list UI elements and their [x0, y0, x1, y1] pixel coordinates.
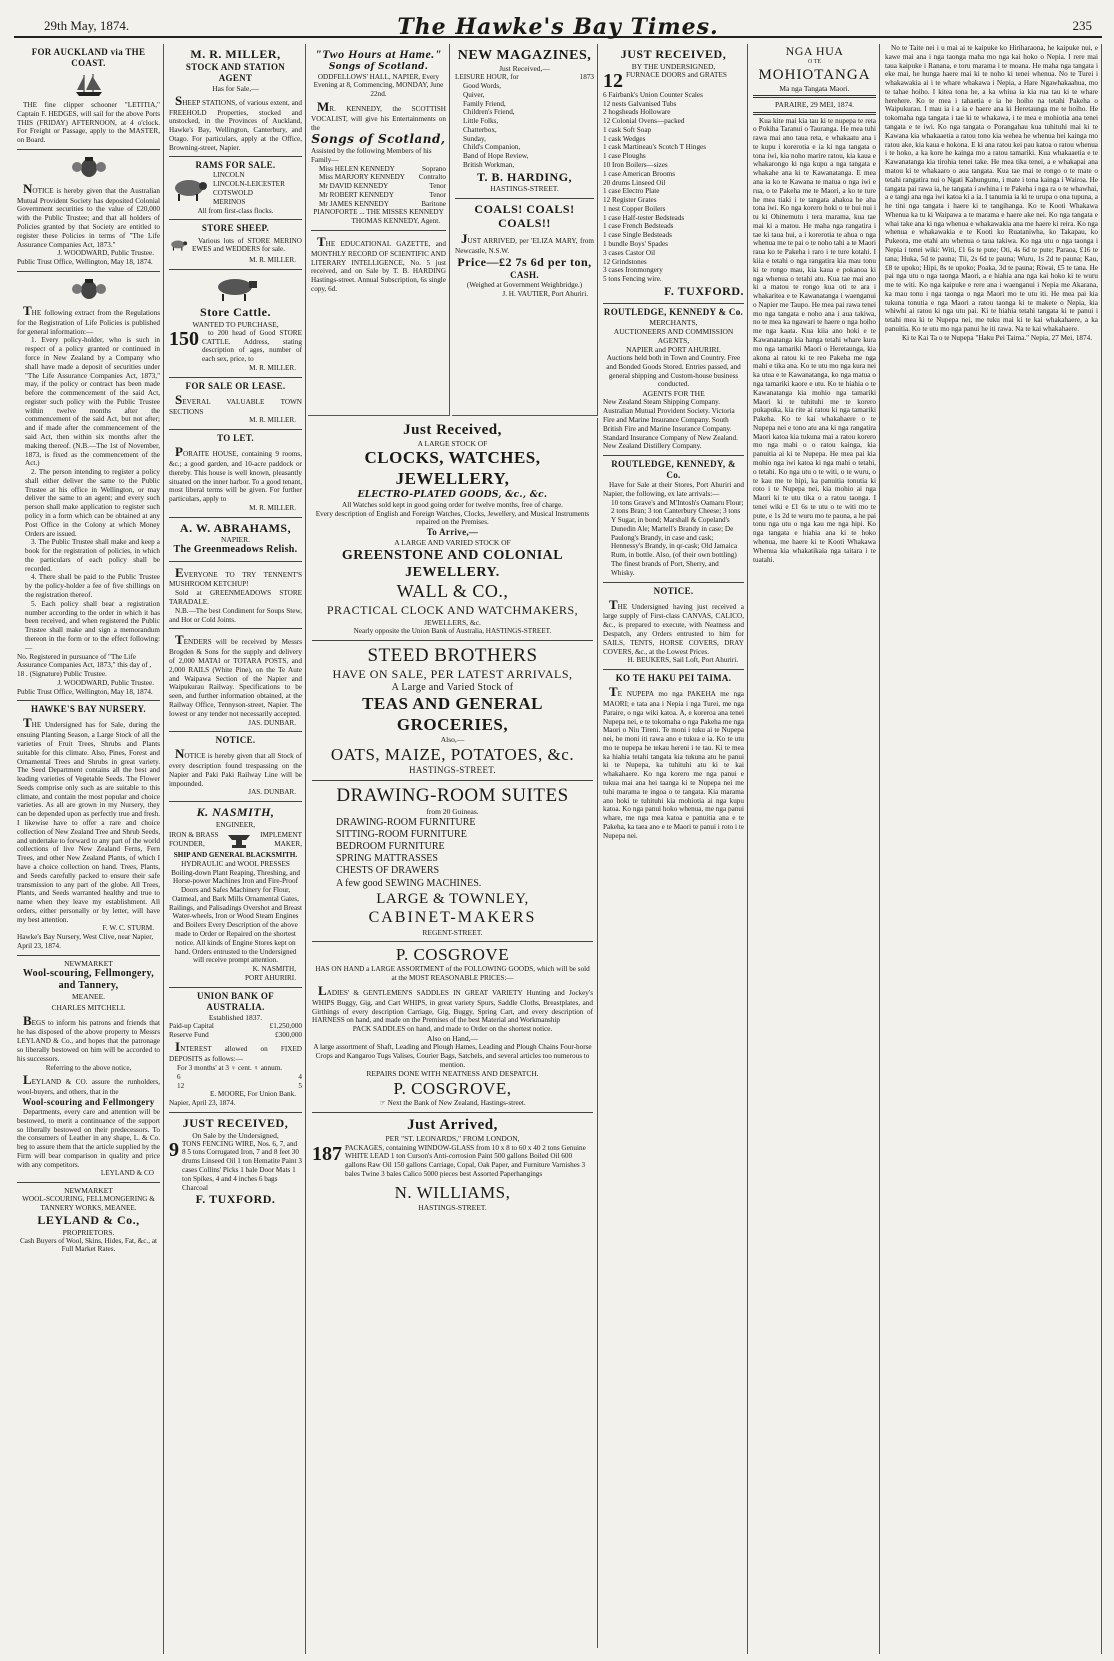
trade-label: MAKER,: [274, 840, 302, 848]
furniture-item: A few good SEWING MACHINES.: [336, 877, 482, 889]
ad-subheading: AUCTIONEERS AND COMMISSION AGENTS,: [613, 326, 734, 345]
ad-body: Next the Bank of New Zealand, Hastings-street.: [387, 1099, 526, 1108]
ad-haku-pei-taima: [603, 670, 744, 844]
column-5: [600, 44, 748, 1654]
ad-subheading: MEANEE.: [71, 992, 106, 1002]
ad-coals: [455, 199, 594, 303]
ad-body: PORAITE HOUSE, containing 9 rooms, &c.; a good garden, and 10-acre paddock or thereby. This house is well known, pleasantly situated on the inner harbor. To a good tenant, most liberal terms will be given. For further particulars, apply to: [169, 444, 302, 504]
ad-subheading: SHIP AND GENERAL BLACKSMITH.: [173, 851, 298, 859]
stock-item: 12 Colonial Ovens—packed: [603, 117, 685, 126]
place: NAPIER and PORT AHURIRI.: [626, 344, 721, 354]
section-title: NGA HUA: [785, 44, 844, 58]
firm-name: LEYLAND & Co.,: [37, 1212, 140, 1227]
magazine-item: Children's Friend,: [463, 108, 515, 117]
ad-subheading: HAVE ON SALE, PER LATEST ARRIVALS,: [332, 667, 573, 682]
ad-auckland-coast: [17, 44, 160, 150]
coat-of-arms-icon: [70, 278, 108, 300]
ad-heading: JUST RECEIVED,: [620, 47, 727, 61]
signature: J. H. VAUTIER, Port Ahuriri.: [502, 289, 588, 298]
ad-heading: CLOCKS, WATCHES, JEWELLERY,: [364, 448, 541, 489]
ad-routledge-kennedy-agents: [603, 304, 744, 456]
ad-subheading: On Sale by the Undersigned,: [192, 1130, 279, 1140]
column-4: [452, 44, 598, 416]
ad-subheading: JEWELLERS, &c.: [424, 618, 481, 628]
stock-item: 1 cask Wedges: [603, 134, 646, 143]
ad-tenders: [169, 629, 302, 732]
ad-body: EVERYONE TO TRY TENNENT'S MUSHROOM KETCHUP!: [169, 564, 302, 589]
column-6: [750, 44, 880, 1654]
trade-label: FOUNDER,: [169, 840, 205, 848]
place-date: Public Trust Office, Wellington, May 18, 1874.: [17, 258, 153, 267]
ad-subheading: from 20 Guineas.: [426, 807, 479, 817]
ad-heading: STORE SHEEP.: [201, 223, 270, 234]
ad-subheading: MERCHANTS,: [649, 317, 698, 327]
magazine-item: Child's Companion,: [463, 143, 521, 152]
ad-heading: Just Arrived,: [407, 1117, 498, 1134]
rate-percent: 4: [298, 1072, 302, 1081]
ad-sale-or-lease: [169, 378, 302, 430]
signature: M. R. MILLER.: [249, 503, 296, 512]
cast-voice: Baritone: [421, 199, 446, 208]
ad-store-cattle: [169, 270, 302, 378]
anvil-icon: [226, 831, 252, 849]
ad-subheading: NAPIER.: [221, 535, 250, 545]
ad-body: (Weighed at Government Weighbridge.): [466, 281, 583, 290]
cast-name: Mr DAVID KENNEDY: [319, 182, 389, 191]
ad-heading: KO TE HAKU PEI TAIMA.: [615, 673, 732, 684]
magazine-item: Good Words,: [463, 82, 502, 90]
stock-item: 6 Fairbank's Union Counter Scales: [603, 90, 703, 99]
stock-item: 1 case Single Bedsteads: [603, 231, 672, 240]
ad-subheading: Songs of Scotland.: [328, 61, 429, 72]
ad-subheading: Has for Sale,—: [212, 83, 259, 93]
stock-item: 1 bundle Boys' Spades: [603, 240, 668, 249]
ad-body: THE fine clipper schooner "LETITIA," Captain F. HEDGES, will sail for the above Ports THIS (FRIDAY) AFTERNOON, at 4 o'clock. For Freight or Passage, apply to the MASTER, on Board.: [17, 100, 160, 145]
ad-body: Various lots of STORE MERINO EWES and WEDDERS for sale.: [191, 236, 302, 254]
signature: M. R. MILLER.: [249, 256, 296, 265]
firm-name: WALL & CO.,: [396, 581, 509, 602]
breed-item: MERINOS: [213, 197, 246, 206]
ad-educational-gazette: [311, 231, 446, 298]
furniture-item: CHESTS OF DRAWERS: [336, 865, 440, 877]
ad-body: JUST ARRIVED, per 'ELIZA MARY, from Newcastle, N.S.W.: [455, 230, 594, 255]
magazine-item: Little Folks,: [463, 117, 499, 126]
cast-voice: Contralto: [418, 173, 446, 182]
wide-ad-block: [308, 418, 598, 1648]
ad-body: LADIES' & GENTLEMEN'S SADDLES IN GREAT VARIETY Hunting and Jockey's WHIPS Buggy, Gig, and Cart WHIPS, in great variety Spurs, Saddle Cloths, Breastplates, and Girthings of every description Carriage, Gig, Buggy, Spring Cart, and every description of HARNESS on hand, and made on the Premises of the best Material and Workmanship: [312, 982, 593, 1025]
ad-body: Auctions held both in Town and Country. Free and Bonded Goods Stored. Entries passed, and general shipping and Custom-house business conducted.: [606, 354, 741, 389]
ad-two-hours-at-hame: [311, 44, 446, 231]
ad-heading: FOR AUCKLAND via THE COAST.: [31, 47, 146, 68]
ad-body: All Watches sold kept in good going order for twelve months, free of charge.: [342, 500, 563, 509]
ad-hawkes-bay-nursery: [17, 701, 160, 955]
rule: [753, 95, 876, 98]
place-date: Napier, April 23, 1874.: [169, 1099, 236, 1108]
cast-name: Miss MARJORY KENNEDY: [319, 173, 405, 182]
quantity-number: 150: [169, 327, 199, 350]
stock-item: 12 Register Grates: [603, 196, 657, 205]
signature: K. NASMITH,: [252, 965, 296, 974]
furniture-item: SITTING-ROOM FURNITURE: [336, 828, 467, 840]
stock-item: 3 cases Castor Oil: [603, 248, 656, 257]
ad-heading: RAMS FOR SALE.: [195, 160, 276, 171]
firm-name: ROUTLEDGE, KENNEDY, & Co.: [611, 459, 736, 481]
ad-subheading: To Arrive,—: [426, 527, 479, 538]
newspaper-title: The Hawke's Bay Times.: [397, 14, 719, 40]
ad-body: LEYLAND & CO. assure the runholders, wool-buyers, and others, that in the: [17, 1072, 160, 1097]
ad-subheading: STOCK AND STATION AGENT: [185, 61, 286, 83]
trade-label: IRON & BRASS: [169, 831, 219, 840]
coat-of-arms-icon: [70, 156, 108, 178]
furniture-item: BEDROOM FURNITURE: [336, 840, 445, 852]
ad-steed-brothers: [312, 641, 593, 781]
ad-heading: OATS, MAIZE, POTATOES, &c.: [330, 744, 575, 764]
ad-body: THE Undersigned has for Sale, during the ensuing Planting Season, a Large Stock of all the varieties of Fruit Trees, Shrubs and Plants suitable for this climate. Also, Pines, Forest and Ornamental Trees and Shrubs in great variety. The Seed Department contains all the best and leading varieties of Vegetable Seeds. The Flower Seeds comprise only such as are suitable to this climate, and contain the most popular and choice varieties. As all are grown in my Nursery, they can be depended upon as perfectly true and fresh. I likewise have to offer a rare and choice collection of New Zealand Tree and Shrub Seeds, and undertake to forward to any part of the world collections of live New Zealand Ferns, Fern Trees, and other New Zealand Plants, of which I have a choice collection on hand. Trees, Plants, and Seeds carefully packed to ensure their safe transmission to any part of the globe. All Trees, Plants, and Seeds warranted healthy and true to name when they leave my establishment. All orders, either personally or by letter, will have my best attention.: [17, 715, 160, 924]
stock-item: 3 cases Ironmongery: [603, 266, 663, 275]
rate-months: 12: [177, 1081, 185, 1090]
ad-heading: NEWMARKET: [64, 1186, 113, 1196]
ad-body: SEVERAL VALUABLE TOWN SECTIONS: [169, 391, 302, 416]
cattle-illustration: [211, 276, 261, 302]
magazine-item: Family Friend,: [463, 99, 506, 108]
label: Reserve Fund: [169, 1030, 209, 1039]
firm-name: M. R. MILLER,: [190, 47, 281, 61]
ad-body: PIANOFORTE ... THE MISSES KENNEDY: [313, 208, 444, 217]
magazine-item: Band of Hope Review,: [463, 152, 529, 161]
stock-item: 2 hogsheads Holloware: [603, 108, 671, 117]
place: HASTINGS-STREET.: [490, 184, 559, 194]
signature: LEYLAND & CO: [100, 1169, 154, 1178]
ad-subheading: ELECTRO-PLATED GOODS, &c., &c.: [357, 489, 548, 500]
ram-illustration: [169, 176, 209, 202]
signature: Ki te Kai Ta o te Nupepa "Haku Pei Taima." Nepia, 27 Mei, 1874.: [901, 333, 1092, 342]
firm-name: P. COSGROVE: [395, 944, 510, 964]
ad-subheading: PROPRIETORS.: [62, 1227, 115, 1237]
ad-body: All from first-class flocks.: [197, 206, 274, 215]
stock-item: 1 nest Copper Boilers: [603, 204, 666, 213]
regulation-item: 5. Each policy shall bear a registration number according to the order in which it has been received, and when registered the Public Trustee shall make and sign a memorandum thereon in the form or to the effect following:—: [25, 599, 160, 652]
ad-subheading: ENGINEER,: [215, 819, 256, 829]
ad-body: Assisted by the following Members of his Family—: [311, 146, 432, 164]
stock-item: 5 tons Fencing wire.: [603, 275, 662, 284]
ad-newmarket-woolscouring: [17, 956, 160, 1183]
ad-body: Nearly opposite the Union Bank of Australia, HASTINGS-STREET.: [353, 627, 552, 636]
rate-months: 6: [177, 1072, 181, 1081]
ad-subheading: WANTED TO PURCHASE,: [192, 319, 279, 329]
breed-item: LINCOLN: [213, 171, 245, 180]
ad-body: HAS ON HAND a LARGE ASSORTMENT of the FOLLOWING GOODS, which will be sold at the MOST REASONABLE PRICES:—: [315, 965, 590, 983]
regulation-item: 3. The Public Trustee shall make and keep a book for the registration of policies, in which the particulars of each policy shall be recorded.: [25, 538, 160, 573]
ad-drawing-room-suites: [312, 781, 593, 941]
ad-new-magazines: [455, 44, 594, 199]
ad-heading: and Tannery,: [58, 980, 119, 992]
ad-heading: JUST RECEIVED,: [182, 1115, 289, 1130]
regulation-item: 4. There shall be paid to the Public Trustee by the policy-holder a fee of five shillings on the registration thereof.: [25, 573, 160, 600]
signature: F. W. C. STURM.: [102, 924, 154, 933]
ad-heading: Just Received,: [403, 422, 502, 438]
place-date: Hawke's Bay Nursery, West Clive, near Napier, April 23, 1874.: [17, 933, 154, 950]
trade-label: IMPLEMENT: [260, 831, 302, 840]
signature: THOMAS KENNEDY, Agent.: [351, 217, 440, 226]
section-title: MOHIOTANGA: [758, 66, 871, 83]
column-1: [14, 44, 164, 1654]
ad-williams-window-glass: [312, 1113, 593, 1216]
issue-date: 29th May, 1874.: [44, 18, 130, 33]
ad-heading: NOTICE.: [653, 585, 694, 596]
ad-rams: [169, 157, 302, 220]
ad-body: Referring to the above notice,: [45, 1063, 132, 1072]
ad-life-policies-regulations: [17, 272, 160, 701]
breed-item: LINCOLN-LEICESTER: [213, 180, 285, 189]
ad-body: THE Undersigned having just received a large supply of First-class CANVAS, CALICO, &c., is prepared to execute, with Neatness and Despatch, any Orders entrusted to him for SAILS, TENTS, HORSE COVERS, DRAY COVERS, &c., at the Lowest Prices.: [603, 596, 744, 656]
cast-voice: Tenor: [429, 182, 446, 191]
ad-subheading: PRACTICAL CLOCK AND WATCHMAKERS,: [326, 603, 579, 618]
ad-body: ODDFELLOWS' HALL, NAPIER, Every Evening at 8, Commencing, MONDAY, June 22nd.: [313, 72, 444, 99]
stock-item: 1 case American Brooms: [603, 169, 676, 178]
quantity-number: 9: [169, 1138, 179, 1161]
stock-item: 1 case Ploughs: [603, 152, 646, 161]
column-3: [308, 44, 450, 416]
signature: F. TUXFORD.: [664, 283, 744, 298]
ad-body: Sold at GREENMEADOWS STORE TARADALE.: [169, 589, 302, 607]
firm-name: LARGE & TOWNLEY,: [376, 890, 529, 907]
section-subtitle: Ma nga Tangata Maori.: [779, 84, 850, 94]
ad-union-bank: [169, 988, 302, 1113]
ad-body: A large assortment of Shaft, Leading and Plough Hames, Leading and Plough Chains Four-horse Crops and Kangaroo Tugs Valises, Courier Bags, Satchels, and several articles too numerous to mention.: [313, 1043, 592, 1069]
ad-body: MR. KENNEDY, the SCOTTISH VOCALIST, will give his Entertainments on the: [311, 98, 446, 132]
ad-subheading: Also,—: [440, 735, 465, 745]
signature: H. BEUKERS, Sail Loft, Port Ahuriri.: [627, 656, 738, 665]
ad-public-trust-notice: [17, 150, 160, 272]
quantity-number: 12: [603, 69, 623, 92]
ad-body: TENDERS will be received by Messrs Brogden & Sons for the supply and delivery of 2,000 MATAI or TOTARA POSTS, and 2,000 RAILS (White Pine), on the Te Aute and Waipawa Section of the Napier and Waipukurau Railway. Specifications to be seen, and further information obtained, at the Railway Office, Tennyson-street, Napier. The lowest or any tender not necessarily accepted.: [169, 632, 302, 718]
cast-voice: Soprano: [422, 164, 446, 173]
breed-item: COTSWOLD: [213, 189, 253, 197]
registration-form: No. Registered in pursuance of "The Life Assurance Companies Act, 1873," this day of , 18 . (Signature) Public Trustee.: [17, 652, 152, 679]
ad-subheading: WOOL-SCOURING, FELLMONGERING & TANNERY WORKS, MEANEE.: [22, 1195, 155, 1213]
signature: F. TUXFORD.: [195, 1192, 276, 1207]
stock-item: 12 nests Galvanised Tubs: [603, 99, 677, 108]
ad-heading: HAWKE'S BAY NURSERY.: [31, 704, 146, 715]
ad-miller-stations: [169, 44, 302, 157]
masthead: [14, 14, 1102, 38]
regulation-item: 2. The person intending to register a policy shall either deliver the same to the Public Trustee at his office in Wellington, or may deliver the same to an agent; and every such person shall make application to register such policy in a form which can be obtained at any Post Office in the Colony at which Money Orders are issued.: [25, 468, 160, 538]
stock-item: 1 cask Martineau's Scotch T Hinges: [603, 143, 707, 152]
ad-heading: "Two Hours at Hame.": [315, 47, 442, 61]
ad-body: to 200 head of Good STORE CATTLE. Address, stating description of ages, number of each sex, price, to: [202, 328, 302, 364]
ad-heading: TO LET.: [217, 433, 254, 444]
place: PORT AHURIRI.: [245, 973, 296, 982]
ad-store-sheep: [169, 220, 302, 270]
signature: M. R. MILLER.: [249, 416, 296, 425]
ad-heading: The Greenmeadows Relish.: [173, 544, 298, 556]
ad-to-let: [169, 430, 302, 518]
ad-subheading: REPAIRS DONE WITH NEATNESS AND DESPATCH.: [366, 1069, 539, 1079]
signature: J. WOODWARD, Public Trustee.: [57, 249, 154, 258]
firm-name: P. COSGROVE,: [393, 1078, 512, 1098]
ad-body: SHEEP STATIONS, of various extent, and FREEHOLD Properties, stocked and unstocked, in the Provinces of Auckland, Hawke's Bay, Wellington, Canterbury, and Otago. For particulars, apply at the Office, Browning-street, Napier.: [169, 92, 302, 152]
cast-voice: Tenor: [429, 190, 446, 199]
regulation-item: 1. Every policy-holder, who is such in respect of a policy granted or continued in force in New Zealand by a Company who shall have made a deposit of securities under "The Life Assurance Companies Act, 1873," may, if the policy or contract has been made before the commencement of the said Act, register such policy with the Public Trustee within twelve months after the commencement of the said Act, but not after; and if made after the commencement of the said Act, then within six months after the making thereof. (N.B.—The 1st of November, 1873, is fixed as the commencement of the Act.): [25, 336, 160, 468]
column-7: [882, 44, 1102, 1654]
ad-body: New Zealand Steam Shipping Company. Australian Mutual Provident Society. Victoria Fire and Marine Insurance Company. South British Fire and Marine Insurance Company. Standard Insurance Company of New Zealand. New Zealand Distillery Company.: [603, 398, 738, 451]
value: £300,000: [275, 1030, 302, 1039]
ad-body: N.B.—The best Condiment for Soups Stew, and Hot or Cold Joints.: [169, 606, 302, 624]
firm-name: ROUTLEDGE, KENNEDY & Co.: [603, 306, 744, 317]
firm-name: STEED BROTHERS: [367, 644, 538, 666]
magazine-item: British Workman,: [463, 161, 515, 170]
ad-body: INTEREST allowed on FIXED DEPOSITS as follows:—: [169, 1039, 302, 1064]
ad-body: PACK SADDLES on hand, and made to Order on the shortest notice.: [352, 1025, 553, 1034]
ad-newmarket-works: [17, 1183, 160, 1258]
firm-name: A. W. ABRAHAMS,: [179, 520, 292, 535]
stock-item: 1 case Half-tester Bedsteads: [603, 213, 685, 222]
section-title: O TE: [807, 58, 822, 65]
cast-name: Miss HELEN KENNEDY: [319, 164, 395, 173]
ad-abrahams: [169, 518, 302, 562]
signature: JAS. DUNBAR.: [248, 788, 296, 797]
place: HASTINGS-STREET.: [418, 1203, 487, 1213]
ad-subheading: A Large and Varied Stock of: [391, 681, 514, 693]
ad-subheading: Established 1837.: [208, 1012, 263, 1022]
ad-wall-and-co: [312, 418, 593, 641]
ad-body: Have for Sale at their Stores, Port Ahuriri and Napier, the following, ex late arrivals:—: [603, 481, 744, 498]
ad-body: NOTICE is hereby given that all Stock of every description found trespassing on the Napier and Paki Paki Railway Line will be impounded.: [169, 746, 302, 788]
stock-item: 10 Iron Boilers—sizes: [603, 161, 668, 170]
cast-name: Mr JAMES KENNEDY: [319, 199, 389, 208]
signature: E. MOORE, For Union Bank.: [209, 1090, 296, 1099]
section-date: PARAIRE, 29 MEI, 1874.: [775, 100, 854, 110]
ad-body: 10 tons Grave's and M'Intosh's Oamaru Flour; 2 tons Bran; 3 ton Canterbury Cheese; 3 tons Y Sugar, in bond; Marshall & Copeland's Dunedin Ale; Martell's Brandy in case; De Paulong's Brandy, in case and cask; Hennessy's Brandy, in qr-cask; Old Jamaica Rum, in bottle. Also, (of their own bottling) The finest brands of Port, Sherry, and Whisky.: [611, 498, 744, 577]
ad-nasmith-engineer: [169, 802, 302, 987]
stock-item: 20 drums Linseed Oil: [603, 178, 666, 187]
magazine-item: Sunday,: [463, 134, 486, 143]
ad-heading: FOR SALE OR LEASE.: [185, 380, 286, 391]
column-2: [166, 44, 306, 1654]
signature: M. R. MILLER.: [249, 363, 296, 372]
proprietor-name: CHARLES MITCHELL: [51, 1003, 126, 1013]
ad-body: PACKAGES, containing WINDOW-GLASS from 10 x 8 to 60 x 40 2 tons Genuine WHITE LEAD 1 ton Curson's Anti-corrosion Paint 500 gallons Boiled Oil 600 gallons Raw Oil 150 gallons Carriage, Copal, Oak Paper, and Furniture Varnishes 3 bales Twine 3 bales Calico 5000 pieces best Assorted Paperhangings: [345, 1143, 586, 1178]
ad-cosgrove-saddlery: [312, 942, 593, 1113]
ad-tennents-ketchup: [169, 562, 302, 630]
ad-body: THE EDUCATIONAL GAZETTE, and MONTHLY RECORD OF SCIENTIFIC AND LITERARY INTELLIGENCE, No. 5 just received, and on Sale by T. B. HARDING Hastings-street. Annual Subscription, 6s single copy, 6d.: [311, 234, 446, 293]
stock-item: FURNACE DOORS and GRATES: [626, 70, 727, 79]
ad-tuxford-just-received: [603, 44, 744, 304]
price: Price—£2 7s 6d per ton,: [457, 255, 592, 270]
signature: JAS. DUNBAR.: [248, 718, 296, 727]
page-number: 235: [1072, 18, 1092, 33]
firm-name: K. NASMITH,: [196, 805, 275, 820]
ad-body: TONS FENCING WIRE, Nos. 6, 7, and 8 5 tons Corrugated Iron, 7 and 8 feet 30 drums Linseed Oil 1 ton Hematite Paint 3 cases Collins' Picks 1 bale Door Mats 1 ton Spikes, 4 and 4 inches 6 bags Charcoal: [182, 1139, 302, 1192]
ad-subheading: A LARGE AND VARIED STOCK OF: [394, 538, 511, 548]
ad-body: BEGS to inform his patrons and friends that he has disposed of the above property to Messrs LEYLAND & Co., and hopes that the patronage so liberally bestowed on him will be accorded to his successors.: [17, 1012, 160, 1063]
stock-item: 1 cask Soft Soap: [603, 125, 652, 134]
magazine-item: Chatterbox,: [463, 125, 497, 134]
quantity-number: 187: [312, 1142, 342, 1165]
stock-item: 1 case Electro Plate: [603, 187, 660, 196]
ad-subheading: A LARGE STOCK OF: [417, 439, 488, 449]
ad-heading: COALS! COALS! COALS!!: [474, 201, 575, 231]
ad-subheading: Also on Hand,—: [426, 1033, 479, 1043]
ad-heading: NEW MAGAZINES,: [457, 48, 592, 63]
ad-beukers-sails: [603, 583, 744, 671]
rule: [753, 112, 876, 115]
signature: T. B. HARDING,: [476, 169, 573, 184]
firm-name: N. WILLIAMS,: [394, 1182, 511, 1202]
furniture-item: SPRING MATTRASSES: [336, 853, 438, 865]
ad-heading: GREENSTONE AND COLONIAL JEWELLERY.: [341, 548, 564, 581]
ad-heading: Wool-scouring, Fellmongery,: [22, 967, 155, 979]
magazine-item: LEISURE HOUR, for: [455, 73, 519, 82]
ad-body: Every description of English and Foreign Watches, Clocks, Jewellery, and Musical Instruments repaired on the Premises.: [315, 509, 590, 527]
magazine-item: Quiver,: [463, 90, 485, 99]
place-date: Public Trust Office, Wellington, May 18, 1874.: [17, 687, 153, 696]
rate-row: For 3 months' at 3 ♀ cent. ♀ annum.: [177, 1064, 283, 1072]
ad-subheading: PER "ST. LEONARDS," FROM LONDON,: [385, 1134, 520, 1144]
ad-subheading: BY THE UNDERSIGNED,: [631, 61, 716, 71]
ad-heading: CABINET-MAKERS: [368, 909, 537, 927]
regulations-intro: THE following extract from the Regulations for the Registration of Life Policies is published for general information:—: [17, 302, 160, 336]
ad-heading: DRAWING-ROOM SUITES: [336, 785, 569, 807]
ad-subheading: Just Received,—: [499, 64, 550, 74]
value: £1,250,000: [269, 1021, 302, 1030]
ad-heading: TEAS AND GENERAL GROCERIES,: [362, 693, 543, 734]
ad-body: Departments, every care and attention will be bestowed, to merit a continuance of the support so liberally bestowed on their predecessors. To the consumers of Leather in any shape, L. & Co. beg to assure them that the article supplied by the Firm will bear comparison in quality and price with any competitors.: [17, 1107, 160, 1169]
ad-heading: NEWMARKET: [64, 958, 113, 968]
schooner-illustration: [72, 72, 106, 98]
place: REGENT-STREET.: [422, 927, 483, 937]
ad-heading: NOTICE.: [215, 735, 256, 746]
ad-heading: UNION BANK OF AUSTRALIA.: [197, 990, 274, 1012]
ad-body: Cash Buyers of Wool, Skins, Hides, Fat, &c., at Full Market Rates.: [19, 1236, 158, 1254]
stock-item: 1 case French Bedsteads: [603, 222, 674, 231]
rate-percent: 5: [298, 1081, 302, 1090]
ad-subheading: AGENTS FOR THE: [642, 389, 705, 399]
ad-body: NOTICE is hereby given that the Australian Mutual Provident Society has deposited Colonial Government securities to the value of £20,000 with the Public Trustee; and that all holders of Policies granted by that Society are entitled to register these Policies in terms of "The Life Assurance Companies Act, 1873.": [17, 180, 160, 249]
article-body: No te Taite nei i u mai ai te kaipuke ko Hiriharaona, he kaipuke nui, e kawe mai ana i nga taonga maha mo nga kai hoko o Nepia. I rere mai taua kaipuke i Ranana, e toru marama i te moana. He maha nga tangata i eke mai, he hunga haere mai ki te noho ki tenei whenua. No te Turei i whakawakia ai i te whare whakawa i Nepia, a Hare Ngawhakaahua, mo te tahae hoiho. I kitea tona he, a ka whiua ia kia rua tau ki te whare herehere. Ko te mea i tahaetia e ia he hoiho na tetahi Pakeha o Waipukurau. I mau ia i a ia e haere ana ki Heretaunga me te hoiho. He tokomaha nga tangata i tae ki te whakawa, i te mea e mohiotia ana tenei tangata e te iwi. Ko nga tangata o Porangahau kua tuhituhi mai ki te Kawana kia whakaaetia a ratou tono kia wehea he whenua hei kainga mo ratou ake, kia kaua e hokona. E ki ana ratou kei pau katoa o ratou whenua i te hoko, a ka kore he kainga mo a ratou tamariki. Kua whakaaetia e te Kawanatanga kia tirohia tenei take. He mea tika tenei, a e whakapai ana matou ki te whakaaro o aua tangata. Kua tae mai te rongo o te mate o tetahi rangatira nui o Ngati Kahungunu, i mate i tona kainga i Wairoa. He tangata pai rawa ia, he tangata i awhina i te Pakeha i nga ra o te whawhai, a e tangi ana nga iwi katoa ki a ia. I tanumia ia ki te urupa o ona tupuna, a he tini nga tangata i haere ki te tangihanga. Ko te Kooti Whakawa Whenua ka tu ki Waipawa a te marama e haere ake nei. Ko nga tangata e whai take ana ki nga whenua e whakawakia ana me haere ki reira. Ko nga whenua e whakawakia e te Kooti ko Ruataniwha, ko Takapau, ko Pukeora, me etahi atu whenua o taua takiwa. Ko nga utu o nga taonga i Nepia i tenei wiki: Witi, £1 6s te pute; Oti, 4s 6d te pute; Paraoa, £16 te tana; Huka, 5d te pauna; Tii, 2s 6d te pauna; Wuru, 1s 2d te pauna; Kau, £8 te upoko; Hipi, 8s te upoko; Poaka, 3d te pauna; Riwai, £5 te tana. He pai nga utu o nga taonga Maori, a e hiahia ana nga kai hoko ki te wuru me te witi. Ko nga kaipuke e rere ana i waenganui i Nepia me Akarana, ka mau tonu i nga taonga o nga Maori mo te utu iti. He mea pai kia tukuna tonutia e nga Maori a ratou taonga ki te makete o Nepia, kia whiwhi ai ratou ki nga utu pai. Ki te hiahia tetahi tangata ki te panui i tetahi mea ki te Nupepa nei, me tuku mai ki te kai whakahaere, a ka panuitia. Ko te utu mo nga panui he iti rawa. Na te kai whakahaere.: [885, 44, 1098, 333]
sheep-illustration: [169, 234, 188, 256]
ad-routledge-kennedy-stores: [603, 456, 744, 583]
place: HASTINGS-STREET.: [409, 765, 496, 776]
ad-body: HYDRAULIC and WOOL PRESSES Boiling-down Plant Reaping, Threshing, and Horse-power Machines Iron and Fire-Proof Doors and Safes Machinery for Flour, Oatmeal, and Bark Mills Ornamental Gates, Railings, and Palisadings Overshot and Breast Water-wheels, Iron or Wood Steam Engines and Boilers Every Description of the above made to Order or Repaired on the shortest notice. All kinds of Engine Stores kept on hand. Orders entrusted to the Undersigned will receive prompt attention.: [169, 859, 302, 965]
ad-heading: Store Cattle.: [200, 305, 271, 320]
ad-heading: Wool-scouring and Fellmongery: [22, 1096, 155, 1107]
article-body: Kua kite mai kia tau ki te nupepa te reta o Pokiha Taranui o Tauranga. He mea tuhi rawa mai ano taua reta, e whakaatu ana i te kupu i korerotia e ia ki nga tangata o tona iwi, kia noho marire ratou, kia kaua e whakarongo ki nga kupu a nga tangata e whakahe ana ki te Kawanatanga. E mea ana ia ko te Kawana te matua o nga iwi e rua, o te Pakeha me te Maori, a ko te ture he mea tiaki i te tangata ahakoa he aha tona iwi. Ko nga korero hoki o te hui nui i tu ki Ohinemutu i tera marama, kua tae mai ki a matou. He maha nga rangatira i tae ki taua hui, a i korerotia te ahua o nga whenua me te pai o te noho tahi a te Maori raua ko te Pakeha i raro i te ture kotahi. I kiia e tetahi o nga rangatira kia mau tonu ki te rongo mau, kia kaua e pokanoa ki nga whenua o tetahi atu. Kua tae mai ano ki a matou te rongo kua oti te ara i whakaritea e te Kawanatanga i waenganui o Napier me Taupo. He mea pai rawa tenei mo nga tangata e noho ana i aua takiwa, no te mea ka ngawari te haere o nga hoiho me nga kaata. Kua kiia ano hoki e te Kawanatanga kia hanga tetahi whare kura mo nga tamariki Maori o Heretaunga, kia akona ai ratou ki te reo Pakeha me nga mahi e tika ana. Ko te utu mo nga kura nei ka utua e te Kawanatanga, ko nga matua o nga tamariki kaore e utu. Ko te hiahia o te Kawanatanga kia mohio nga tamariki Maori ki te tuhituhi me te korero pukapuka, kia rite ai ratou ki nga tamariki Pakeha. Ko te kai whakahaere o te Nupepa nei e tono atu ana ki nga rangatira Maori katoa kia tukuna mai a ratou korero mo nga mahi o o ratou kainga, kia panuitia ai ki te Nupepa. He mea pai kia mohio nga iwi katoa ki nga mahi o tetahi, o tetahi. Ko nga utu o te witi, o te wuru, o te kau me te hipi, ka panuitia tonutia ki roto i te Nupepa nei, kia mohio ai nga Maori ki te utu tika o a ratou taonga. I tenei wiki e £1 6s te utu o te witi mo te pute, e 1s 2d te wuru mo te pauna, a he pai tonu nga utu o nga kau me nga hipi. Ko nga tangata e hiahia ana ki te hoko whenua, me haere ki te Kooti Whakawa Whenua kia whakatikaia nga taitara i te tuatahi.: [753, 116, 876, 564]
ad-body: TE NUPEPA mo nga PAKEHA me nga MAORI; e tata ana i Nepia i nga Turei, me nga Paraire, o nga wiki katoa. A, e koreroa ana tenei Nupepa nei, e te tokomaha o nga Pakeha me nga Maori o Niu Tireni. Te moni i tuku ai te Nupepa nei, he moni iti rawa ano e tukua e ia. Ko te utu mo te nupepa he tekau hereni i te tau. Ki te mea ka hiahia tetahi tangata kia tukuna atu he panui ki te Nupepa, ka tuhituhi atu ki te kai whakahaere. Ko nga korero me nga panui e tukua mai ana hei taanga ki te Nupepa nei me tuhi marama te ingoa o te tangata. Kia marama ano hoki te tuhituhi kia mohiotia ai nga kupu katoa. Ko nga panui hoko whenua, me nga panui whare, me nga mea katoa e panuitia ana e te Pakeha, ka taea ano e te Maori te panui i roto i te Nupepa nei.: [603, 684, 744, 840]
magazine-year: 1873: [579, 73, 594, 82]
pointing-hand-icon: ☞: [379, 1099, 386, 1108]
label: Paid-up Capital: [169, 1021, 214, 1030]
ad-tuxford-wire: [169, 1113, 302, 1211]
ad-heading: Songs of Scotland,: [311, 132, 446, 147]
signature: J. WOODWARD, Public Trustee.: [57, 678, 154, 687]
cast-name: Mr ROBERT KENNEDY: [319, 190, 394, 199]
ad-railway-notice: [169, 732, 302, 802]
ad-subheading: CASH.: [510, 270, 539, 281]
stock-item: 12 Grindstones: [603, 257, 647, 266]
furniture-item: DRAWING-ROOM FURNITURE: [336, 816, 476, 828]
